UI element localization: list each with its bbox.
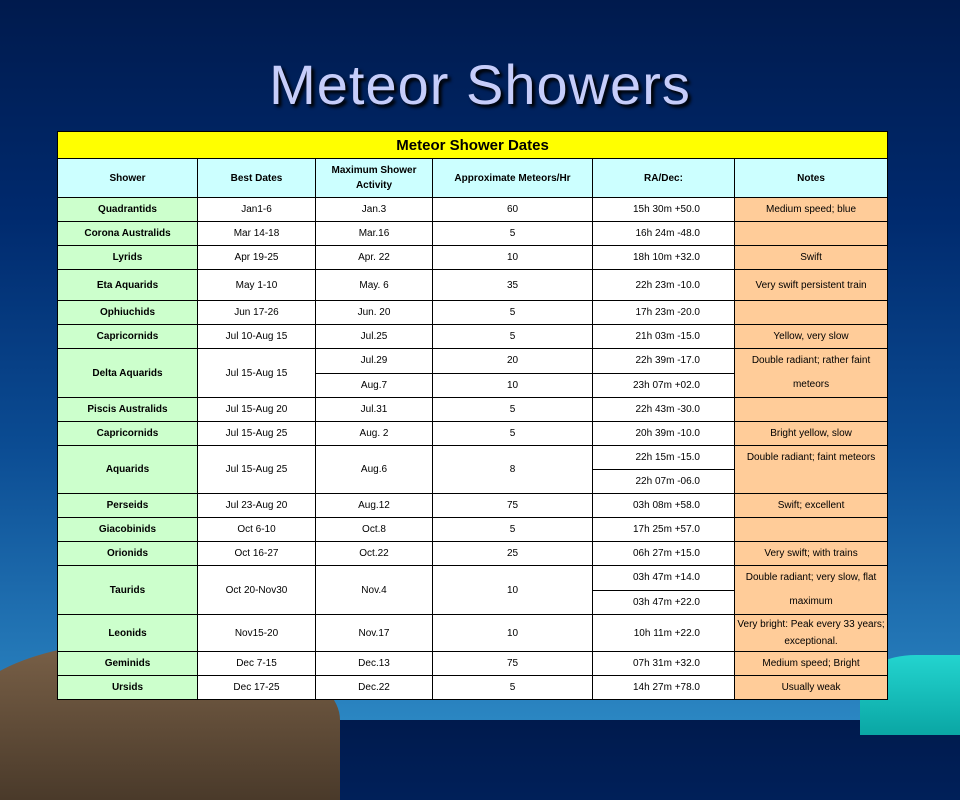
table-row — [58, 518, 888, 542]
table-row — [58, 446, 888, 470]
max-activity: Nov.4 — [316, 566, 433, 615]
max-activity: Nov.17 — [316, 615, 433, 652]
table-row — [58, 566, 888, 591]
ra-dec: 20h 39m -10.0 — [593, 422, 735, 446]
best-dates: Jul 15-Aug 15 — [198, 349, 316, 398]
ra-dec: 15h 30m +50.0 — [593, 198, 735, 222]
best-dates: Dec 17-25 — [198, 676, 316, 700]
meteors-per-hour: 20 — [433, 349, 593, 374]
notes — [735, 518, 888, 542]
shower-name: Perseids — [58, 494, 198, 518]
table-row — [58, 652, 888, 676]
max-activity: Aug.12 — [316, 494, 433, 518]
best-dates: Apr 19-25 — [198, 246, 316, 270]
max-activity: Aug.7 — [316, 373, 433, 398]
meteors-per-hour: 5 — [433, 222, 593, 246]
notes — [735, 222, 888, 246]
shower-name: Capricornids — [58, 422, 198, 446]
shower-name: Corona Australids — [58, 222, 198, 246]
meteors-per-hour: 5 — [433, 422, 593, 446]
shower-name: Giacobinids — [58, 518, 198, 542]
table-title: Meteor Shower Dates — [58, 132, 888, 159]
meteors-per-hour: 75 — [433, 652, 593, 676]
best-dates: Jul 15-Aug 20 — [198, 398, 316, 422]
shower-name: Leonids — [58, 615, 198, 652]
best-dates: Jul 10-Aug 15 — [198, 325, 316, 349]
table-row — [58, 422, 888, 446]
header-max-activity: Maximum Shower Activity — [316, 159, 433, 198]
shower-name: Taurids — [58, 566, 198, 615]
meteors-per-hour: 25 — [433, 542, 593, 566]
meteors-per-hour: 75 — [433, 494, 593, 518]
ra-dec: 10h 11m +22.0 — [593, 615, 735, 652]
ra-dec: 06h 27m +15.0 — [593, 542, 735, 566]
table-row — [58, 615, 888, 652]
ra-dec: 21h 03m -15.0 — [593, 325, 735, 349]
max-activity: Oct.22 — [316, 542, 433, 566]
max-activity: Jul.29 — [316, 349, 433, 374]
shower-name: Quadrantids — [58, 198, 198, 222]
notes: Swift — [735, 246, 888, 270]
ra-dec: 22h 43m -30.0 — [593, 398, 735, 422]
ra-dec: 23h 07m +02.0 — [593, 373, 735, 398]
max-activity: Jun. 20 — [316, 301, 433, 325]
shower-name: Ursids — [58, 676, 198, 700]
max-activity: Jul.25 — [316, 325, 433, 349]
meteors-per-hour: 10 — [433, 246, 593, 270]
max-activity: Apr. 22 — [316, 246, 433, 270]
ra-dec: 03h 47m +22.0 — [593, 590, 735, 615]
ra-dec: 18h 10m +32.0 — [593, 246, 735, 270]
table-row — [58, 270, 888, 301]
max-activity: Oct.8 — [316, 518, 433, 542]
meteors-per-hour: 10 — [433, 615, 593, 652]
max-activity: May. 6 — [316, 270, 433, 301]
shower-name: Delta Aquarids — [58, 349, 198, 398]
notes: Medium speed; blue — [735, 198, 888, 222]
table-row — [58, 398, 888, 422]
meteor-shower-table — [57, 131, 888, 700]
header-notes: Notes — [735, 159, 888, 198]
shower-name: Geminids — [58, 652, 198, 676]
shower-name: Eta Aquarids — [58, 270, 198, 301]
best-dates: Jan1-6 — [198, 198, 316, 222]
ra-dec: 22h 23m -10.0 — [593, 270, 735, 301]
notes: Double radiant; very slow, flat maximum — [735, 566, 888, 615]
table-row — [58, 325, 888, 349]
best-dates: May 1-10 — [198, 270, 316, 301]
table-row — [58, 676, 888, 700]
table-row — [58, 246, 888, 270]
slide-title: Meteor Showers — [269, 53, 691, 116]
ra-dec: 22h 39m -17.0 — [593, 349, 735, 374]
max-activity: Dec.13 — [316, 652, 433, 676]
max-activity: Aug.6 — [316, 446, 433, 494]
header-shower: Shower — [58, 159, 198, 198]
table-row — [58, 301, 888, 325]
table-row — [58, 222, 888, 246]
best-dates: Oct 20-Nov30 — [198, 566, 316, 615]
ra-dec: 17h 23m -20.0 — [593, 301, 735, 325]
ra-dec: 14h 27m +78.0 — [593, 676, 735, 700]
shower-name: Aquarids — [58, 446, 198, 494]
ra-dec: 03h 47m +14.0 — [593, 566, 735, 591]
table-row — [58, 349, 888, 374]
meteors-per-hour: 5 — [433, 676, 593, 700]
notes: Very swift; with trains — [735, 542, 888, 566]
ra-dec: 17h 25m +57.0 — [593, 518, 735, 542]
shower-name: Piscis Australids — [58, 398, 198, 422]
shower-name: Capricornids — [58, 325, 198, 349]
table-row — [58, 494, 888, 518]
meteors-per-hour: 60 — [433, 198, 593, 222]
notes: Usually weak — [735, 676, 888, 700]
best-dates: Jun 17-26 — [198, 301, 316, 325]
header-radec: RA/Dec: — [593, 159, 735, 198]
best-dates: Jul 23-Aug 20 — [198, 494, 316, 518]
best-dates: Oct 6-10 — [198, 518, 316, 542]
best-dates: Oct 16-27 — [198, 542, 316, 566]
notes: Bright yellow, slow — [735, 422, 888, 446]
max-activity: Aug. 2 — [316, 422, 433, 446]
meteors-per-hour: 5 — [433, 398, 593, 422]
notes: Medium speed; Bright — [735, 652, 888, 676]
max-activity: Jan.3 — [316, 198, 433, 222]
meteors-per-hour: 5 — [433, 325, 593, 349]
notes: Double radiant; faint meteors — [735, 446, 888, 494]
ra-dec: 03h 08m +58.0 — [593, 494, 735, 518]
meteors-per-hour: 35 — [433, 270, 593, 301]
notes: Swift; excellent — [735, 494, 888, 518]
table-row — [58, 198, 888, 222]
notes — [735, 301, 888, 325]
ra-dec: 07h 31m +32.0 — [593, 652, 735, 676]
notes: Yellow, very slow — [735, 325, 888, 349]
ra-dec: 22h 07m -06.0 — [593, 470, 735, 494]
notes — [735, 398, 888, 422]
meteors-per-hour: 10 — [433, 566, 593, 615]
ra-dec: 16h 24m -48.0 — [593, 222, 735, 246]
shower-name: Lyrids — [58, 246, 198, 270]
notes: Double radiant; rather faint meteors — [735, 349, 888, 398]
header-best-dates: Best Dates — [198, 159, 316, 198]
max-activity: Jul.31 — [316, 398, 433, 422]
best-dates: Nov15-20 — [198, 615, 316, 652]
table-row — [58, 542, 888, 566]
best-dates: Dec 7-15 — [198, 652, 316, 676]
best-dates: Jul 15-Aug 25 — [198, 422, 316, 446]
notes: Very bright: Peak every 33 years; exceptional. — [735, 615, 888, 652]
shower-name: Orionids — [58, 542, 198, 566]
shower-name: Ophiuchids — [58, 301, 198, 325]
best-dates: Jul 15-Aug 25 — [198, 446, 316, 494]
best-dates: Mar 14-18 — [198, 222, 316, 246]
meteors-per-hour: 8 — [433, 446, 593, 494]
header-meteors-hr: Approximate Meteors/Hr — [433, 159, 593, 198]
max-activity: Dec.22 — [316, 676, 433, 700]
notes: Very swift persistent train — [735, 270, 888, 301]
max-activity: Mar.16 — [316, 222, 433, 246]
meteors-per-hour: 5 — [433, 301, 593, 325]
ra-dec: 22h 15m -15.0 — [593, 446, 735, 470]
meteors-per-hour: 10 — [433, 373, 593, 398]
meteors-per-hour: 5 — [433, 518, 593, 542]
